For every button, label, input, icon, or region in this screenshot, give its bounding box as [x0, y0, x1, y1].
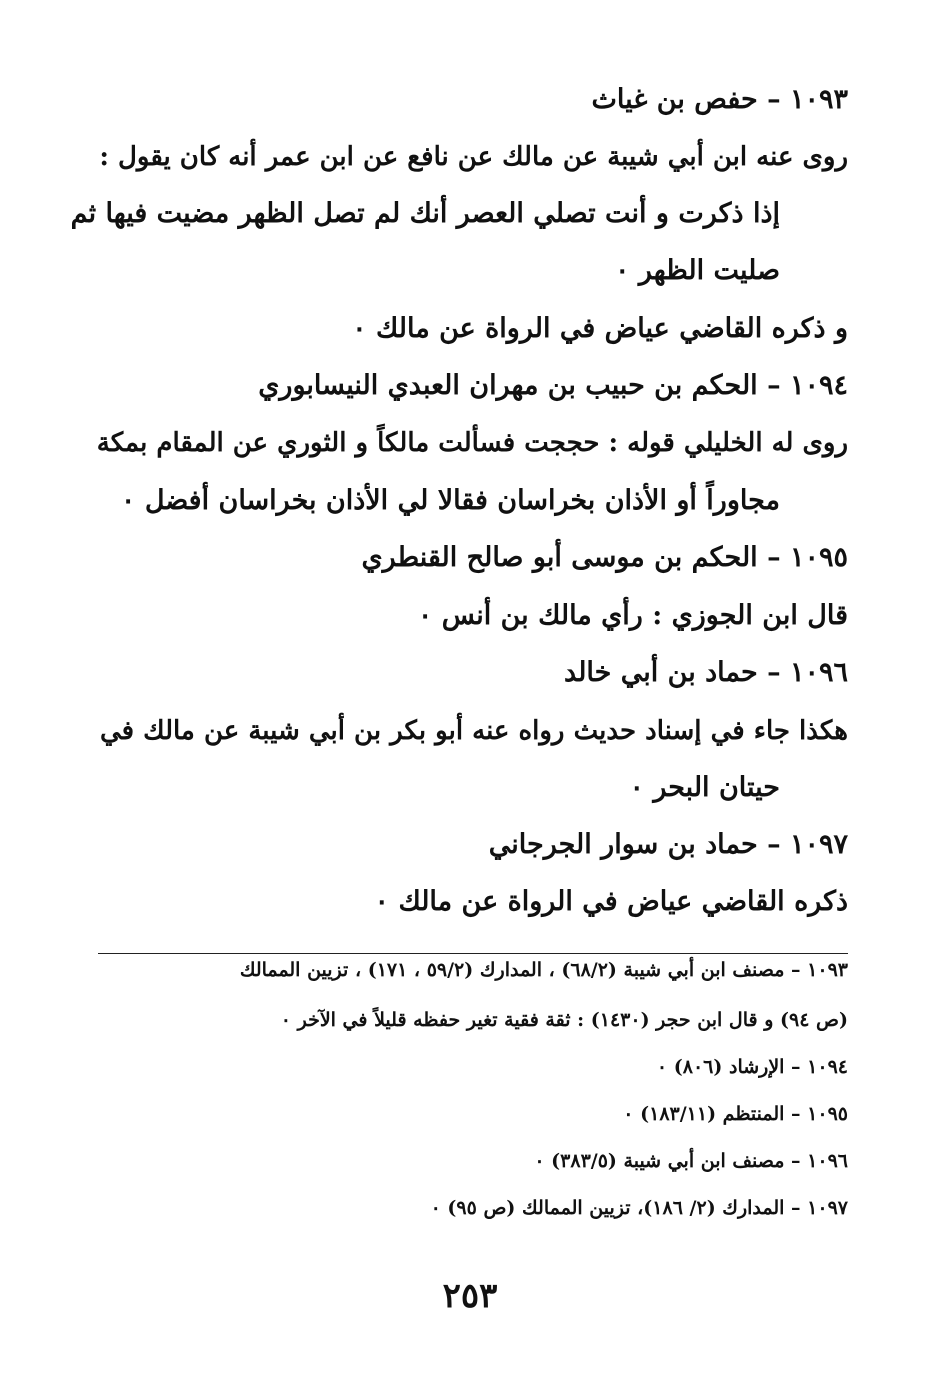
entry-heading-1097: ١٠٩٧ – حماد بن سوار الجرجاني — [488, 829, 848, 860]
footnote-1093: ١٠٩٣ – مصنف ابن أبي شيبة (٦٨/٢) ، المدارك (٥٩/٢ ، ١٧١) ، تزيين الممالك — [239, 959, 848, 981]
body-line: قال ابن الجوزي : رأي مالك بن أنس ٠ — [417, 600, 848, 631]
body-line: روى له الخليلي قوله : حججت فسألت مالكاً و الثوري عن المقام بمكة — [96, 428, 848, 458]
footnote-1096: ١٠٩٦ – مصنف ابن أبي شيبة (٣٨٣/٥) ٠ — [534, 1150, 848, 1172]
entry-heading-1096: ١٠٩٦ – حماد بن أبي خالد — [564, 657, 848, 688]
body-line: ذكره القاضي عياض في الرواة عن مالك ٠ — [374, 886, 848, 917]
body-line: حيتان البحر ٠ — [629, 772, 780, 803]
footnote-1097: ١٠٩٧ – المدارك (٢/ ١٨٦)، تزيين الممالك (ص ٩٥) ٠ — [430, 1197, 848, 1219]
entry-heading-1095: ١٠٩٥ – الحكم بن موسى أبو صالح القنطري — [361, 542, 848, 573]
body-line: مجاوراً أو الأذان بخراسان فقالا لي الأذان بخراسان أفضل ٠ — [120, 485, 780, 516]
body-line: و ذكره القاضي عياض في الرواة عن مالك ٠ — [352, 313, 848, 344]
entry-heading-1094: ١٠٩٤ – الحكم بن حبيب بن مهران العبدي النيسابوري — [258, 370, 848, 401]
footnote-1095: ١٠٩٥ – المنتظم (١٨٣/١١) ٠ — [623, 1103, 848, 1125]
body-line: روى عنه ابن أبي شيبة عن مالك عن نافع عن ابن عمر أنه كان يقول : — [99, 142, 848, 172]
body-line: إذا ذكرت و أنت تصلي العصر أنك لم تصل الظهر مضيت فيها ثم — [70, 198, 780, 229]
body-line: هكذا جاء في إسناد حديث رواه عنه أبو بكر بن أبي شيبة عن مالك في — [100, 716, 848, 746]
footnote-1094: ١٠٩٤ – الإرشاد (٨٠٦) ٠ — [656, 1056, 848, 1078]
footnote-divider — [98, 953, 848, 954]
page-number: ٢٥٣ — [442, 1276, 498, 1316]
entry-heading-1093: ١٠٩٣ – حفص بن غياث — [591, 84, 848, 115]
body-line: صليت الظهر ٠ — [614, 255, 780, 286]
footnote-1093-continued: (ص ٩٤) و قال ابن حجر (١٤٣٠) : ثقة فقية تغير حفظه قليلاً في الآخر ٠ — [280, 1009, 848, 1031]
